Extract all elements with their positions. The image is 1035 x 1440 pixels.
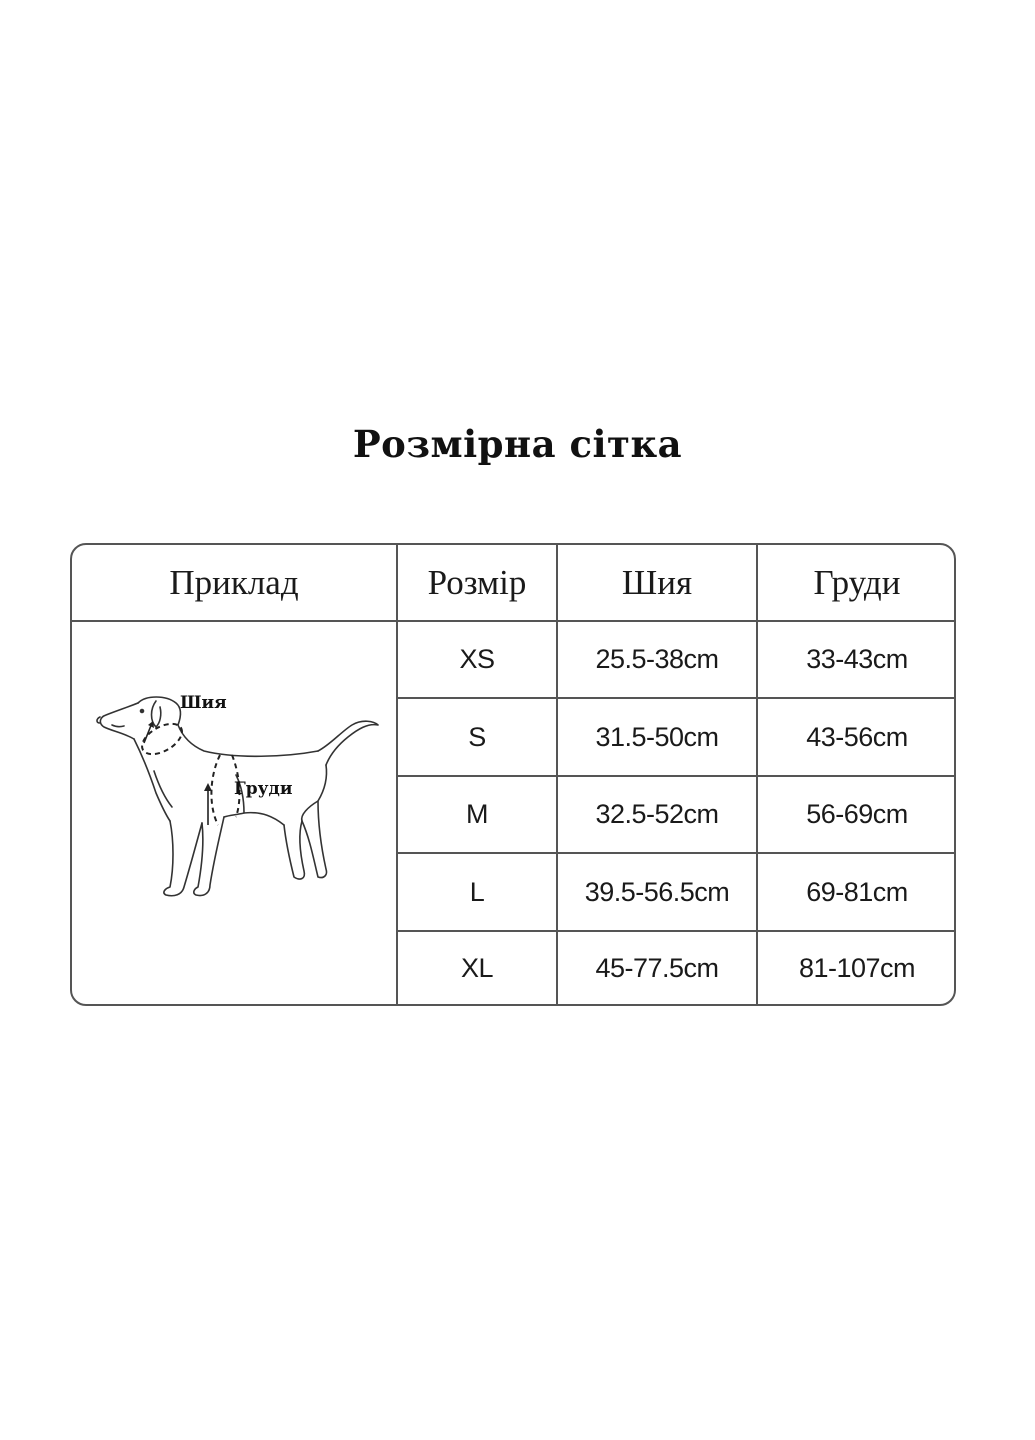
neck-label: Шия	[180, 693, 227, 713]
chest-cell: 43-56cm	[806, 721, 908, 752]
neck-cell: 32.5-52cm	[595, 799, 719, 829]
neck-cell: 45-77.5cm	[595, 952, 719, 983]
header-size: Розмір	[427, 563, 527, 602]
size-cell: XL	[460, 952, 494, 983]
chest-cell: 56-69cm	[806, 799, 908, 829]
chest-cell: 69-81cm	[806, 876, 908, 907]
page-title: Розмірна сітка	[352, 422, 683, 466]
neck-cell: 25.5-38cm	[595, 644, 719, 674]
size-cell: M	[466, 799, 488, 829]
chest-cell: 33-43cm	[806, 644, 908, 674]
size-cell: L	[469, 876, 485, 907]
header-example: Приклад	[169, 563, 299, 602]
size-cell: S	[468, 721, 486, 752]
chest-cell: 81-107cm	[798, 952, 916, 983]
dog-measurement-icon	[86, 675, 386, 935]
size-cell: XS	[459, 644, 495, 674]
dog-outline-icon	[86, 675, 386, 935]
size-chart-table	[70, 543, 956, 1006]
chest-label: Груди	[234, 779, 293, 799]
header-neck: Шия	[621, 563, 693, 602]
header-chest: Груди	[813, 563, 901, 602]
neck-cell: 31.5-50cm	[595, 721, 719, 752]
neck-cell: 39.5-56.5cm	[584, 876, 730, 907]
